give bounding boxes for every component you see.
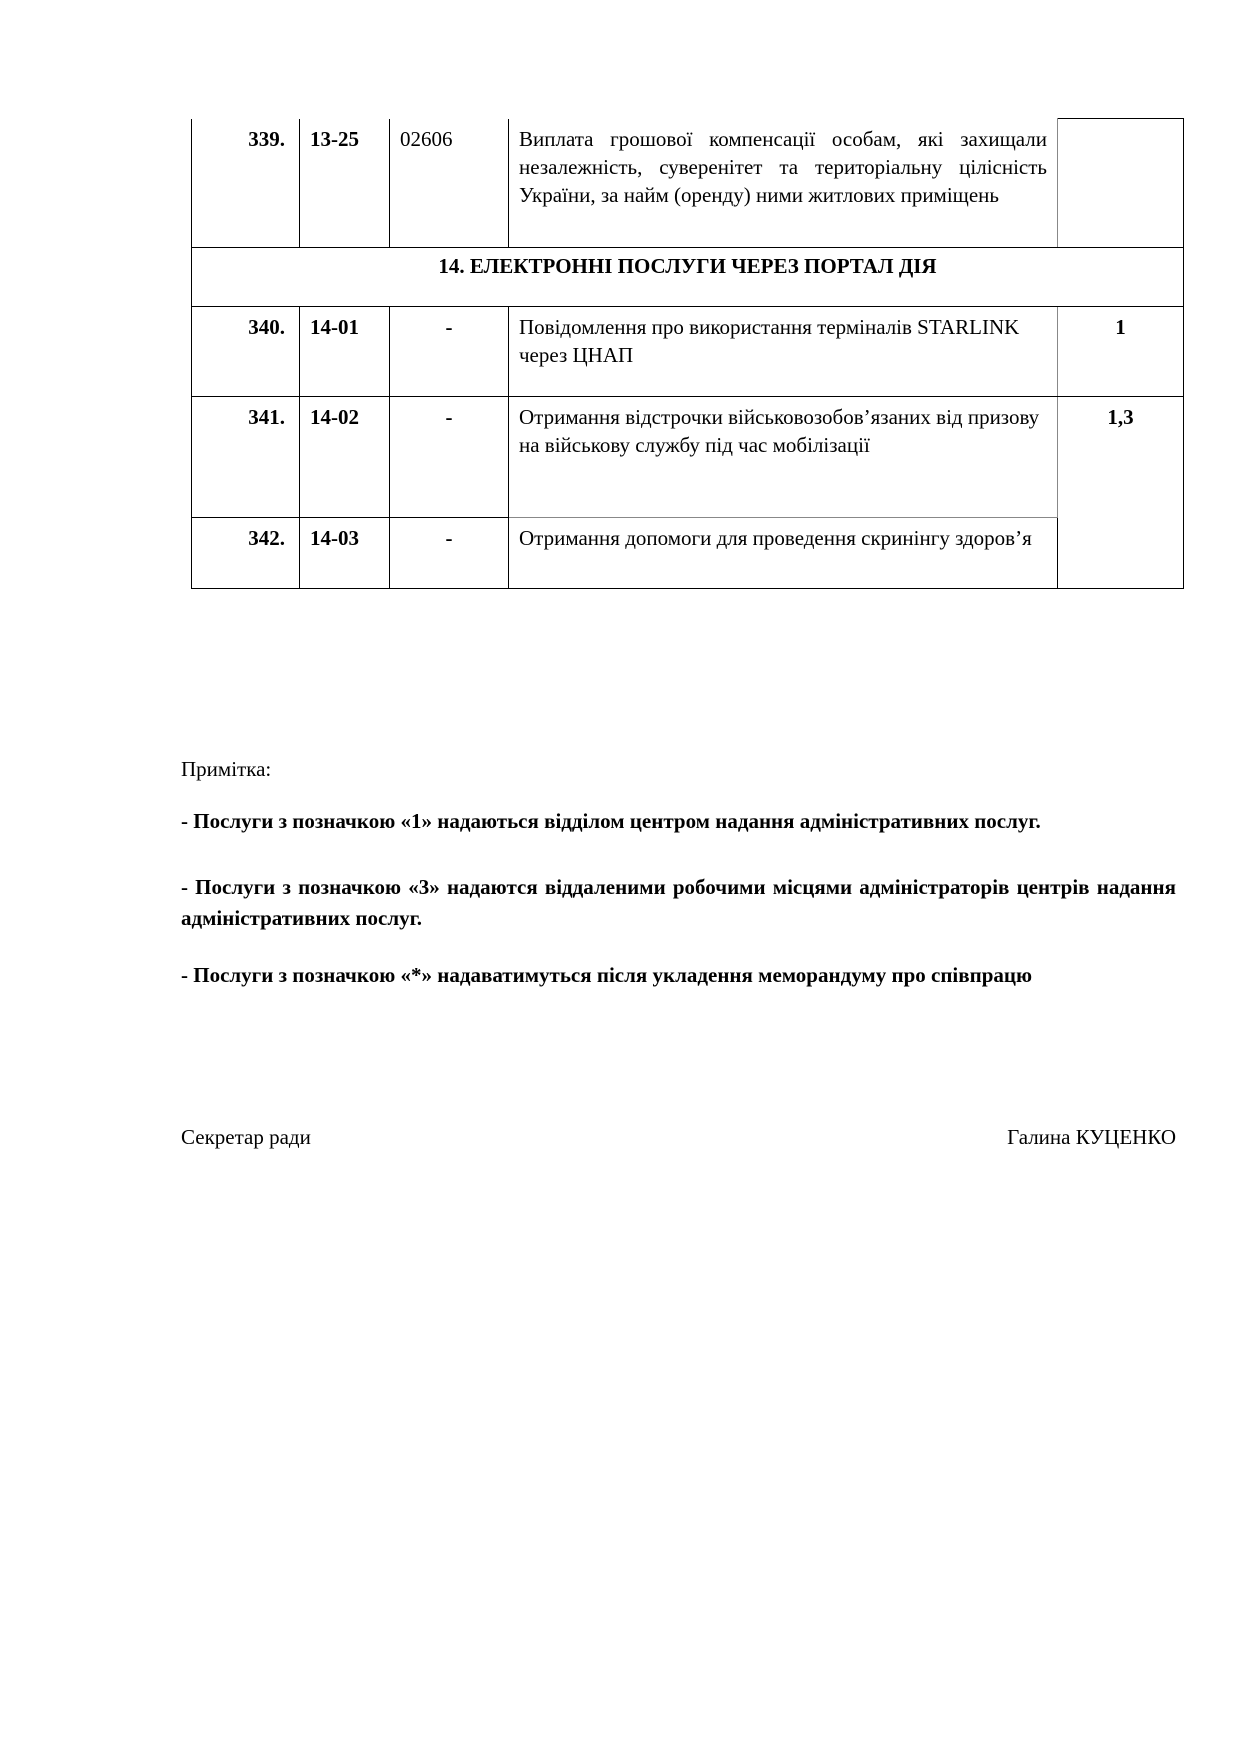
note-item: - Послуги з позначкою «3» надаются віддаленими робочими місцями адміністраторів центрів надання адміністративних послуг.: [181, 875, 1176, 930]
row-number: 340.: [192, 307, 300, 397]
row-ref: 02606: [390, 119, 509, 248]
row-code: 14-03: [300, 518, 390, 589]
section-row: [192, 248, 1184, 307]
note-item: - Послуги з позначкою «1» надаються відділом центром надання адміністративних послуг.: [181, 809, 1041, 833]
note-item: - Послуги з позначкою «*» надаватимуться після укладення меморандуму про співпрацю: [181, 963, 1033, 987]
signature-position: Секретар ради: [181, 1125, 311, 1149]
row-ref: -: [390, 307, 509, 397]
row-number: 342.: [192, 518, 300, 589]
table-row: [192, 518, 1184, 589]
row-description: Отримання допомоги для проведення скринінгу здоров’я: [509, 518, 1058, 589]
table-row: [192, 119, 1184, 248]
signature-name: Галина КУЦЕНКО: [1007, 1125, 1176, 1149]
row-ref: -: [390, 518, 509, 589]
table-row: [192, 307, 1184, 397]
notes-title: Примітка:: [181, 757, 272, 781]
row-ref: -: [390, 397, 509, 518]
row-number: 339.: [192, 119, 300, 248]
row-mark: [1058, 119, 1184, 248]
section-title: 14. ЕЛЕКТРОННІ ПОСЛУГИ ЧЕРЕЗ ПОРТАЛ ДІЯ: [192, 248, 1184, 307]
services-table: [191, 118, 1184, 589]
row-code: 13-25: [300, 119, 390, 248]
row-description: Виплата грошової компенсації особам, які захищали незалежність, суверенітет та територіальну цілісність України, за найм (оренду) ними житлових приміщень: [509, 119, 1058, 248]
row-description: Отримання відстрочки військовозобов’язаних від призову на військову службу під час мобілізації: [509, 397, 1058, 518]
row-mark: 1: [1058, 307, 1184, 397]
row-mark: 1,3: [1058, 397, 1184, 589]
row-code: 14-02: [300, 397, 390, 518]
row-code: 14-01: [300, 307, 390, 397]
row-description: Повідомлення про використання терміналів STARLINK через ЦНАП: [509, 307, 1058, 397]
row-number: 341.: [192, 397, 300, 518]
table-row: [192, 397, 1184, 518]
